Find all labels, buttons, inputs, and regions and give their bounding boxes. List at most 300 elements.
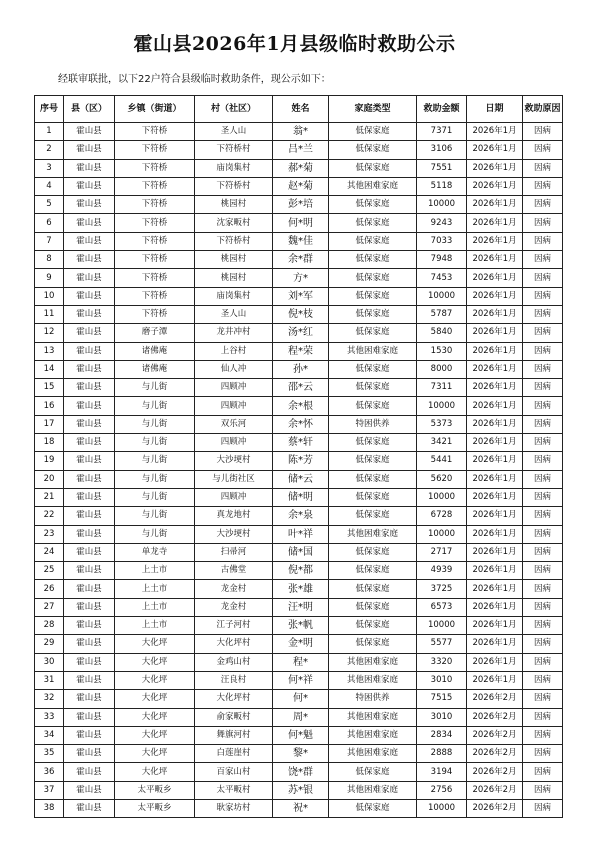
seq-cell: 32 [35, 690, 64, 708]
town-cell: 诸佛庵 [115, 342, 195, 360]
reason-cell: 因病 [523, 671, 563, 689]
reason-cell: 因病 [523, 525, 563, 543]
reason-cell: 因病 [523, 745, 563, 763]
town-cell: 大化坪 [115, 690, 195, 708]
reason-cell: 因病 [523, 232, 563, 250]
town-cell: 太平畈乡 [115, 781, 195, 799]
town-cell: 大化坪 [115, 653, 195, 671]
table-body [35, 123, 563, 818]
village-cell: 百家山村 [195, 763, 273, 781]
village-cell: 俞家畈村 [195, 708, 273, 726]
reason-cell: 因病 [523, 690, 563, 708]
date-cell: 2026年1月 [467, 287, 523, 305]
amount-cell: 2717 [417, 543, 467, 561]
amount-cell: 7311 [417, 379, 467, 397]
county-cell: 霍山县 [64, 635, 115, 653]
amount-cell: 3725 [417, 580, 467, 598]
town-cell: 大化坪 [115, 671, 195, 689]
date-cell: 2026年1月 [467, 617, 523, 635]
county-cell: 霍山县 [64, 781, 115, 799]
seq-cell: 4 [35, 177, 64, 195]
amount-cell: 5373 [417, 415, 467, 433]
date-cell: 2026年1月 [467, 251, 523, 269]
seq-cell: 36 [35, 763, 64, 781]
county-cell: 霍山县 [64, 488, 115, 506]
family-type-cell: 低保家庭 [329, 799, 417, 817]
date-cell: 2026年1月 [467, 379, 523, 397]
table-row [35, 214, 563, 232]
name-cell: 何*明 [273, 214, 329, 232]
date-cell: 2026年2月 [467, 781, 523, 799]
town-cell: 下符桥 [115, 123, 195, 141]
name-cell: 程*荣 [273, 342, 329, 360]
table-row [35, 232, 563, 250]
reason-cell: 因病 [523, 653, 563, 671]
date-cell: 2026年2月 [467, 690, 523, 708]
amount-cell: 10000 [417, 488, 467, 506]
table-row [35, 671, 563, 689]
column-header-town: 乡镇（街道） [115, 96, 195, 123]
seq-cell: 11 [35, 305, 64, 323]
date-cell: 2026年1月 [467, 360, 523, 378]
family-type-cell: 其他困难家庭 [329, 781, 417, 799]
reason-cell: 因病 [523, 726, 563, 744]
name-cell: 余*根 [273, 397, 329, 415]
table-row [35, 196, 563, 214]
seq-cell: 22 [35, 507, 64, 525]
county-cell: 霍山县 [64, 470, 115, 488]
seq-cell: 34 [35, 726, 64, 744]
reason-cell: 因病 [523, 470, 563, 488]
county-cell: 霍山县 [64, 690, 115, 708]
village-cell: 汪良村 [195, 671, 273, 689]
column-header-reason: 救助原因 [523, 96, 563, 123]
village-cell: 江子河村 [195, 617, 273, 635]
reason-cell: 因病 [523, 415, 563, 433]
family-type-cell: 低保家庭 [329, 635, 417, 653]
date-cell: 2026年1月 [467, 507, 523, 525]
name-cell: 蔡*轩 [273, 434, 329, 452]
table-row [35, 781, 563, 799]
table-row [35, 269, 563, 287]
reason-cell: 因病 [523, 434, 563, 452]
family-type-cell: 其他困难家庭 [329, 342, 417, 360]
name-cell: 叶*祥 [273, 525, 329, 543]
date-cell: 2026年2月 [467, 763, 523, 781]
village-cell: 仙人冲 [195, 360, 273, 378]
county-cell: 霍山县 [64, 726, 115, 744]
seq-cell: 1 [35, 123, 64, 141]
amount-cell: 5118 [417, 177, 467, 195]
amount-cell: 6728 [417, 507, 467, 525]
table-row [35, 799, 563, 817]
town-cell: 上土市 [115, 598, 195, 616]
village-cell: 太平畈村 [195, 781, 273, 799]
date-cell: 2026年1月 [467, 434, 523, 452]
county-cell: 霍山县 [64, 159, 115, 177]
seq-cell: 12 [35, 324, 64, 342]
date-cell: 2026年1月 [467, 324, 523, 342]
table-row [35, 543, 563, 561]
name-cell: 储*明 [273, 488, 329, 506]
table-row [35, 342, 563, 360]
table-row [35, 763, 563, 781]
amount-cell: 10000 [417, 799, 467, 817]
village-cell: 桃园村 [195, 251, 273, 269]
family-type-cell: 低保家庭 [329, 470, 417, 488]
town-cell: 大化坪 [115, 708, 195, 726]
village-cell: 真龙地村 [195, 507, 273, 525]
village-cell: 圣人山 [195, 123, 273, 141]
amount-cell: 10000 [417, 525, 467, 543]
table-row [35, 397, 563, 415]
name-cell: 黎* [273, 745, 329, 763]
seq-cell: 23 [35, 525, 64, 543]
reason-cell: 因病 [523, 781, 563, 799]
name-cell: 余*泉 [273, 507, 329, 525]
name-cell: 翁* [273, 123, 329, 141]
name-cell: 赵*菊 [273, 177, 329, 195]
family-type-cell: 其他困难家庭 [329, 708, 417, 726]
town-cell: 与儿街 [115, 525, 195, 543]
date-cell: 2026年1月 [467, 177, 523, 195]
reason-cell: 因病 [523, 635, 563, 653]
village-cell: 舞旗河村 [195, 726, 273, 744]
seq-cell: 20 [35, 470, 64, 488]
table-row [35, 177, 563, 195]
name-cell: 程* [273, 653, 329, 671]
table-row [35, 415, 563, 433]
date-cell: 2026年1月 [467, 525, 523, 543]
column-header-family-type: 家庭类型 [329, 96, 417, 123]
village-cell: 双乐河 [195, 415, 273, 433]
amount-cell: 10000 [417, 617, 467, 635]
county-cell: 霍山县 [64, 324, 115, 342]
seq-cell: 17 [35, 415, 64, 433]
table-row [35, 141, 563, 159]
village-cell: 四顾冲 [195, 434, 273, 452]
amount-cell: 10000 [417, 287, 467, 305]
family-type-cell: 低保家庭 [329, 159, 417, 177]
date-cell: 2026年1月 [467, 470, 523, 488]
seq-cell: 3 [35, 159, 64, 177]
county-cell: 霍山县 [64, 269, 115, 287]
family-type-cell: 低保家庭 [329, 562, 417, 580]
name-cell: 倪*枝 [273, 305, 329, 323]
name-cell: 储*国 [273, 543, 329, 561]
reason-cell: 因病 [523, 123, 563, 141]
village-cell: 下符桥村 [195, 232, 273, 250]
column-header-seq: 序号 [35, 96, 64, 123]
town-cell: 与儿街 [115, 397, 195, 415]
county-cell: 霍山县 [64, 141, 115, 159]
town-cell: 与儿街 [115, 452, 195, 470]
town-cell: 与儿街 [115, 488, 195, 506]
amount-cell: 10000 [417, 397, 467, 415]
seq-cell: 10 [35, 287, 64, 305]
seq-cell: 9 [35, 269, 64, 287]
village-cell: 下符桥村 [195, 141, 273, 159]
town-cell: 与儿街 [115, 507, 195, 525]
county-cell: 霍山县 [64, 507, 115, 525]
county-cell: 霍山县 [64, 251, 115, 269]
seq-cell: 15 [35, 379, 64, 397]
date-cell: 2026年2月 [467, 708, 523, 726]
family-type-cell: 低保家庭 [329, 214, 417, 232]
county-cell: 霍山县 [64, 617, 115, 635]
family-type-cell: 低保家庭 [329, 287, 417, 305]
date-cell: 2026年1月 [467, 269, 523, 287]
county-cell: 霍山县 [64, 196, 115, 214]
village-cell: 四顾冲 [195, 379, 273, 397]
amount-cell: 3010 [417, 708, 467, 726]
name-cell: 何*魁 [273, 726, 329, 744]
seq-cell: 28 [35, 617, 64, 635]
village-cell: 金鸡山村 [195, 653, 273, 671]
date-cell: 2026年2月 [467, 799, 523, 817]
town-cell: 下符桥 [115, 214, 195, 232]
name-cell: 饶*群 [273, 763, 329, 781]
name-cell: 汪*明 [273, 598, 329, 616]
reason-cell: 因病 [523, 763, 563, 781]
county-cell: 霍山县 [64, 671, 115, 689]
reason-cell: 因病 [523, 543, 563, 561]
amount-cell: 3194 [417, 763, 467, 781]
amount-cell: 7948 [417, 251, 467, 269]
reason-cell: 因病 [523, 598, 563, 616]
date-cell: 2026年1月 [467, 305, 523, 323]
seq-cell: 27 [35, 598, 64, 616]
village-cell: 龙金村 [195, 598, 273, 616]
amount-cell: 5620 [417, 470, 467, 488]
table-row [35, 635, 563, 653]
date-cell: 2026年1月 [467, 141, 523, 159]
name-cell: 方* [273, 269, 329, 287]
amount-cell: 5840 [417, 324, 467, 342]
amount-cell: 6573 [417, 598, 467, 616]
name-cell: 金*明 [273, 635, 329, 653]
date-cell: 2026年1月 [467, 196, 523, 214]
village-cell: 庙岗集村 [195, 159, 273, 177]
family-type-cell: 低保家庭 [329, 251, 417, 269]
date-cell: 2026年1月 [467, 671, 523, 689]
county-cell: 霍山县 [64, 525, 115, 543]
name-cell: 祝* [273, 799, 329, 817]
county-cell: 霍山县 [64, 598, 115, 616]
town-cell: 磨子潭 [115, 324, 195, 342]
date-cell: 2026年1月 [467, 397, 523, 415]
family-type-cell: 低保家庭 [329, 617, 417, 635]
village-cell: 沈家畈村 [195, 214, 273, 232]
seq-cell: 13 [35, 342, 64, 360]
seq-cell: 26 [35, 580, 64, 598]
village-cell: 桃园村 [195, 269, 273, 287]
town-cell: 下符桥 [115, 251, 195, 269]
date-cell: 2026年1月 [467, 123, 523, 141]
town-cell: 上土市 [115, 617, 195, 635]
name-cell: 陈*芳 [273, 452, 329, 470]
county-cell: 霍山县 [64, 708, 115, 726]
village-cell: 庙岗集村 [195, 287, 273, 305]
seq-cell: 35 [35, 745, 64, 763]
family-type-cell: 其他困难家庭 [329, 653, 417, 671]
family-type-cell: 低保家庭 [329, 488, 417, 506]
name-cell: 魏*佳 [273, 232, 329, 250]
amount-cell: 2888 [417, 745, 467, 763]
family-type-cell: 低保家庭 [329, 305, 417, 323]
table-row [35, 525, 563, 543]
village-cell: 四顾冲 [195, 488, 273, 506]
town-cell: 下符桥 [115, 287, 195, 305]
date-cell: 2026年1月 [467, 598, 523, 616]
town-cell: 下符桥 [115, 305, 195, 323]
village-cell: 与儿街社区 [195, 470, 273, 488]
village-cell: 大化坪村 [195, 690, 273, 708]
county-cell: 霍山县 [64, 799, 115, 817]
date-cell: 2026年2月 [467, 745, 523, 763]
village-cell: 桃园村 [195, 196, 273, 214]
date-cell: 2026年1月 [467, 543, 523, 561]
date-cell: 2026年1月 [467, 452, 523, 470]
name-cell: 倪*都 [273, 562, 329, 580]
village-cell: 大沙埂村 [195, 525, 273, 543]
county-cell: 霍山县 [64, 360, 115, 378]
date-cell: 2026年2月 [467, 726, 523, 744]
town-cell: 大化坪 [115, 763, 195, 781]
family-type-cell: 低保家庭 [329, 379, 417, 397]
county-cell: 霍山县 [64, 232, 115, 250]
table-row [35, 562, 563, 580]
family-type-cell: 低保家庭 [329, 452, 417, 470]
county-cell: 霍山县 [64, 745, 115, 763]
seq-cell: 31 [35, 671, 64, 689]
reason-cell: 因病 [523, 360, 563, 378]
seq-cell: 8 [35, 251, 64, 269]
county-cell: 霍山县 [64, 305, 115, 323]
seq-cell: 2 [35, 141, 64, 159]
amount-cell: 5577 [417, 635, 467, 653]
village-cell: 白莲崖村 [195, 745, 273, 763]
town-cell: 下符桥 [115, 269, 195, 287]
seq-cell: 6 [35, 214, 64, 232]
reason-cell: 因病 [523, 141, 563, 159]
county-cell: 霍山县 [64, 543, 115, 561]
reason-cell: 因病 [523, 452, 563, 470]
village-cell: 四顾冲 [195, 397, 273, 415]
date-cell: 2026年1月 [467, 232, 523, 250]
table-row [35, 287, 563, 305]
town-cell: 下符桥 [115, 141, 195, 159]
seq-cell: 16 [35, 397, 64, 415]
reason-cell: 因病 [523, 159, 563, 177]
name-cell: 余*群 [273, 251, 329, 269]
seq-cell: 38 [35, 799, 64, 817]
amount-cell: 10000 [417, 196, 467, 214]
county-cell: 霍山县 [64, 562, 115, 580]
village-cell: 龙井冲村 [195, 324, 273, 342]
family-type-cell: 低保家庭 [329, 196, 417, 214]
seq-cell: 7 [35, 232, 64, 250]
family-type-cell: 低保家庭 [329, 360, 417, 378]
town-cell: 诸佛庵 [115, 360, 195, 378]
county-cell: 霍山县 [64, 177, 115, 195]
seq-cell: 29 [35, 635, 64, 653]
table-row [35, 452, 563, 470]
family-type-cell: 低保家庭 [329, 507, 417, 525]
village-cell: 扫帚河 [195, 543, 273, 561]
date-cell: 2026年1月 [467, 635, 523, 653]
town-cell: 与儿街 [115, 470, 195, 488]
table-row [35, 617, 563, 635]
county-cell: 霍山县 [64, 434, 115, 452]
name-cell: 彭*培 [273, 196, 329, 214]
seq-cell: 21 [35, 488, 64, 506]
table-row [35, 470, 563, 488]
family-type-cell: 低保家庭 [329, 434, 417, 452]
amount-cell: 7453 [417, 269, 467, 287]
table-row [35, 726, 563, 744]
town-cell: 下符桥 [115, 159, 195, 177]
village-cell: 龙金村 [195, 580, 273, 598]
reason-cell: 因病 [523, 488, 563, 506]
amount-cell: 7551 [417, 159, 467, 177]
column-header-date: 日期 [467, 96, 523, 123]
table-row [35, 708, 563, 726]
county-cell: 霍山县 [64, 452, 115, 470]
town-cell: 大化坪 [115, 745, 195, 763]
family-type-cell: 低保家庭 [329, 580, 417, 598]
table-row [35, 324, 563, 342]
family-type-cell: 特困供养 [329, 690, 417, 708]
reason-cell: 因病 [523, 397, 563, 415]
amount-cell: 3421 [417, 434, 467, 452]
county-cell: 霍山县 [64, 653, 115, 671]
family-type-cell: 低保家庭 [329, 397, 417, 415]
reason-cell: 因病 [523, 251, 563, 269]
reason-cell: 因病 [523, 799, 563, 817]
town-cell: 上土市 [115, 580, 195, 598]
table-row [35, 305, 563, 323]
date-cell: 2026年1月 [467, 214, 523, 232]
amount-cell: 2834 [417, 726, 467, 744]
county-cell: 霍山县 [64, 397, 115, 415]
amount-cell: 5441 [417, 452, 467, 470]
county-cell: 霍山县 [64, 580, 115, 598]
reason-cell: 因病 [523, 196, 563, 214]
town-cell: 单龙寺 [115, 543, 195, 561]
table-row [35, 507, 563, 525]
name-cell: 余*怀 [273, 415, 329, 433]
county-cell: 霍山县 [64, 415, 115, 433]
county-cell: 霍山县 [64, 379, 115, 397]
name-cell: 吕*兰 [273, 141, 329, 159]
reason-cell: 因病 [523, 379, 563, 397]
reason-cell: 因病 [523, 708, 563, 726]
family-type-cell: 其他困难家庭 [329, 177, 417, 195]
reason-cell: 因病 [523, 305, 563, 323]
village-cell: 古佛堂 [195, 562, 273, 580]
name-cell: 张*帆 [273, 617, 329, 635]
date-cell: 2026年1月 [467, 653, 523, 671]
town-cell: 下符桥 [115, 177, 195, 195]
reason-cell: 因病 [523, 507, 563, 525]
amount-cell: 3010 [417, 671, 467, 689]
county-cell: 霍山县 [64, 342, 115, 360]
name-cell: 储*云 [273, 470, 329, 488]
name-cell: 郝*菊 [273, 159, 329, 177]
amount-cell: 5787 [417, 305, 467, 323]
family-type-cell: 低保家庭 [329, 269, 417, 287]
